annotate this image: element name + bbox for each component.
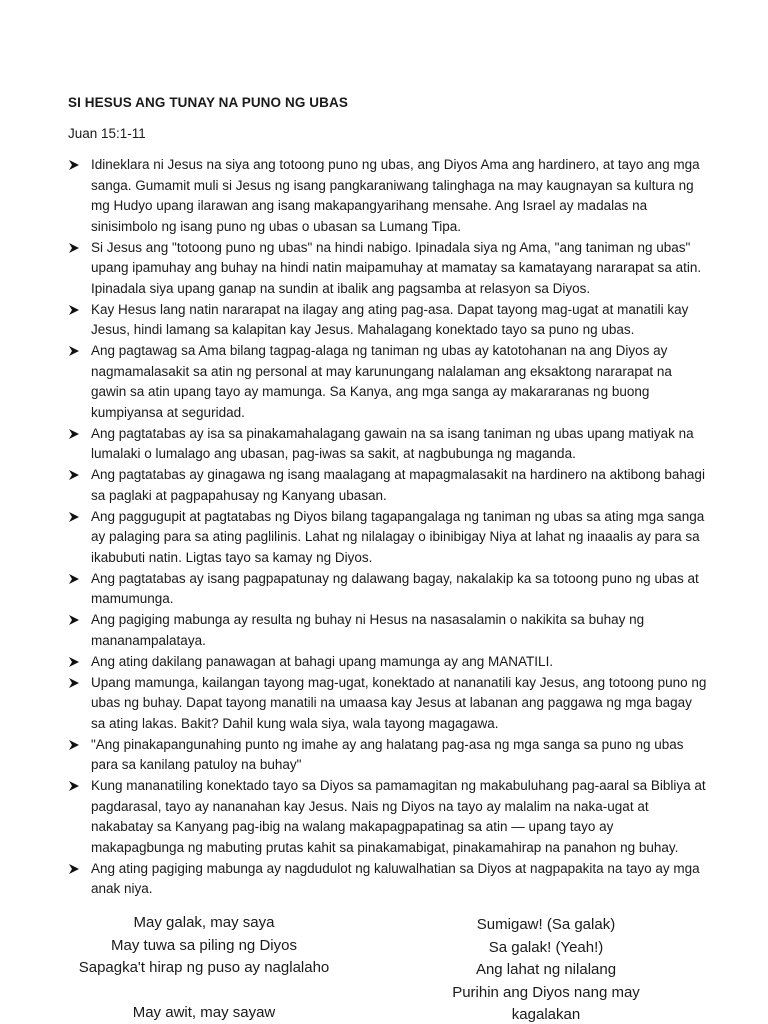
lyric-line: May tuwa sa piling ng Diyos: [111, 936, 297, 954]
bullet-text: Ang paggugupit at pagtatabas ng Diyos bilang tagapangalaga ng taniman ng ubas sa ating mga sanga ay palaging para sa ating paglilinis. Lahat ng nilalagay o ibinibigay Niya at lahat ng inaaalis ay para sa ikabubuti natin. Ligtas tayo sa kamay ng Diyos.: [91, 508, 705, 565]
bullet-item: [68, 424, 708, 465]
arrow-bullet-icon: [68, 573, 80, 585]
bullet-item: [68, 673, 708, 735]
bullet-text: Idineklara ni Jesus na siya ang totoong puno ng ubas, ang Diyos Ama ang hardinero, at tayo ang mga sanga. Gumamit muli si Jesus ng isang pangkaraniwang talinghaga na may kaugnayan sa kultura ng mg Hudyo upang ilarawan ang isang makapangyarihang mensahe. Ang Israel ay madalas na sinisimbolo ng isang puno ng ubas o ubasan sa Lumang Tipa.: [91, 157, 700, 234]
arrow-bullet-icon: [68, 345, 80, 357]
bullet-text: Ang pagtatabas ay isang pagpapatunay ng dalawang bagay, nakalakip ka sa totoong puno ng ubas at mamumunga.: [91, 570, 699, 606]
bible-reference: Juan 15:1-11: [68, 126, 146, 141]
arrow-bullet-icon: [68, 511, 80, 523]
bullet-text: Kung mananatiling konektado tayo sa Diyos sa pamamagitan ng makabuluhang pag-aaral sa Bibliya at pagdarasal, tayo ay nananahan kay Jesus. Nais ng Diyos na tayo ay malalim na naka-ugat at nakabatay sa Kanyang pag-ibig na walang makapagpapatinag sa atin — upang tayo ay makapagbunga ng mabuting prutas kahit sa pinakamabigat, pinakamahirap na panahon ng buhay.: [91, 778, 706, 855]
bullet-list: [68, 155, 708, 900]
lyric-line: Purihin ang Diyos nang may: [452, 983, 640, 1001]
arrow-bullet-icon: [68, 428, 80, 440]
stanza-gap: [66, 980, 342, 1002]
arrow-bullet-icon: [68, 614, 80, 626]
bullet-item: [68, 465, 708, 506]
bullet-item: [68, 652, 708, 673]
arrow-bullet-icon: [68, 863, 80, 875]
song-lyrics-left: [66, 912, 342, 1024]
bullet-item: [68, 507, 708, 569]
bullet-item: [68, 155, 708, 237]
bullet-text: Ang ating dakilang panawagan at bahagi upang mamunga ay ang MANATILI.: [91, 653, 554, 669]
lyric-line: Ang lahat ng nilalang: [475, 961, 617, 978]
bullet-text: Ang pagiging mabunga ay resulta ng buhay ni Hesus na nasasalamin o nakikita sa buhay ng mananampalataya.: [91, 612, 645, 648]
bullet-item: [68, 300, 708, 341]
arrow-bullet-icon: [68, 159, 80, 171]
arrow-bullet-icon: [68, 656, 80, 668]
bullet-text: Ang ating pagiging mabunga ay nagdudulot ng kaluwalhatian sa Diyos at nagpapakita na tayo ay mga anak niya.: [91, 860, 700, 896]
bullet-text: "Ang pinakapangunahing punto ng imahe ay ang halatang pag-asa ng mga sanga sa puno ng ubas para sa kanilang patuloy na buhay": [91, 736, 684, 772]
bullet-text: Ang pagtatabas ay isa sa pinakamahalagang gawain na sa isang taniman ng ubas upang matiyak na lumalaki o lumalago ang ubasan, pag-iwas sa sakit, at nagbubunga ng maganda.: [91, 425, 694, 461]
bullet-text: Kay Hesus lang natin nararapat na ilagay ang ating pag-asa. Dapat tayong mag-ugat at manatili kay Jesus, hindi lamang sa kalapitan kay Jesus. Mahalagang konektado tayo sa puno ng ubas.: [91, 301, 689, 337]
bullet-item: [68, 735, 708, 776]
bullet-text: Upang mamunga, kailangan tayong mag-ugat, konektado at nananatili kay Jesus, ang totoong puno ng ubas ng buhay. Dapat tayong manatili na umaasa kay Jesus at labanan ang paggawa ng mga bagay sa ating lakas. Bakit? Dahil kung wala siya, wala tayong magagawa.: [91, 674, 707, 731]
bullet-item: [68, 776, 708, 858]
arrow-bullet-icon: [68, 469, 80, 481]
arrow-bullet-icon: [68, 780, 80, 792]
bullet-item: [68, 859, 708, 900]
arrow-bullet-icon: [68, 739, 80, 751]
lyric-line: kagalakan: [511, 1006, 581, 1023]
song-lyrics-right: [430, 914, 662, 1024]
bullet-item: [68, 610, 708, 651]
bullet-text: Si Jesus ang "totoong puno ng ubas" na hindi nabigo. Ipinadala siya ng Ama, "ang taniman ng ubas" upang ipamuhay ang buhay na hindi natin maipamuhay at mamatay sa kamatayang nararapat sa atin. Ipinadala siya upang ganap na sundin at ibalik ang pagsamba at relasyon sa Diyos.: [91, 239, 702, 296]
lyric-line: Sapagka't hirap ng puso ay naglalaho: [78, 959, 330, 976]
lyric-line: Sa galak! (Yeah!): [488, 938, 604, 956]
bullet-item: [68, 341, 708, 423]
lyric-line: Sumigaw! (Sa galak): [476, 916, 616, 933]
bullet-item: [68, 569, 708, 610]
lyric-line: May galak, may saya: [133, 914, 275, 931]
bullet-item: [68, 238, 708, 300]
arrow-bullet-icon: [68, 304, 80, 316]
bullet-text: Ang pagtatabas ay ginagawa ng isang maalagang at mapagmalasakit na hardinero na aktibong bahagi sa paglaki at pagpapahusay ng Kanyang ubasan.: [91, 467, 705, 503]
bullet-text: Ang pagtawag sa Ama bilang tagpag-alaga ng taniman ng ubas ay katotohanan na ang Diyos ay nagmamalasakit sa atin ng personal at may karunungang nalalaman ang eksaktong nararapat na gawin sa atin upang tayo ay mamunga. Sa Kanya, ang mga sanga ay makararanas ng buong kumpiyansa at seguridad.: [91, 343, 672, 420]
lyric-line: May awit, may sayaw: [132, 1003, 276, 1021]
arrow-bullet-icon: [68, 242, 80, 254]
document-title: SI HESUS ANG TUNAY NA PUNO NG UBAS: [68, 95, 348, 110]
arrow-bullet-icon: [68, 677, 80, 689]
